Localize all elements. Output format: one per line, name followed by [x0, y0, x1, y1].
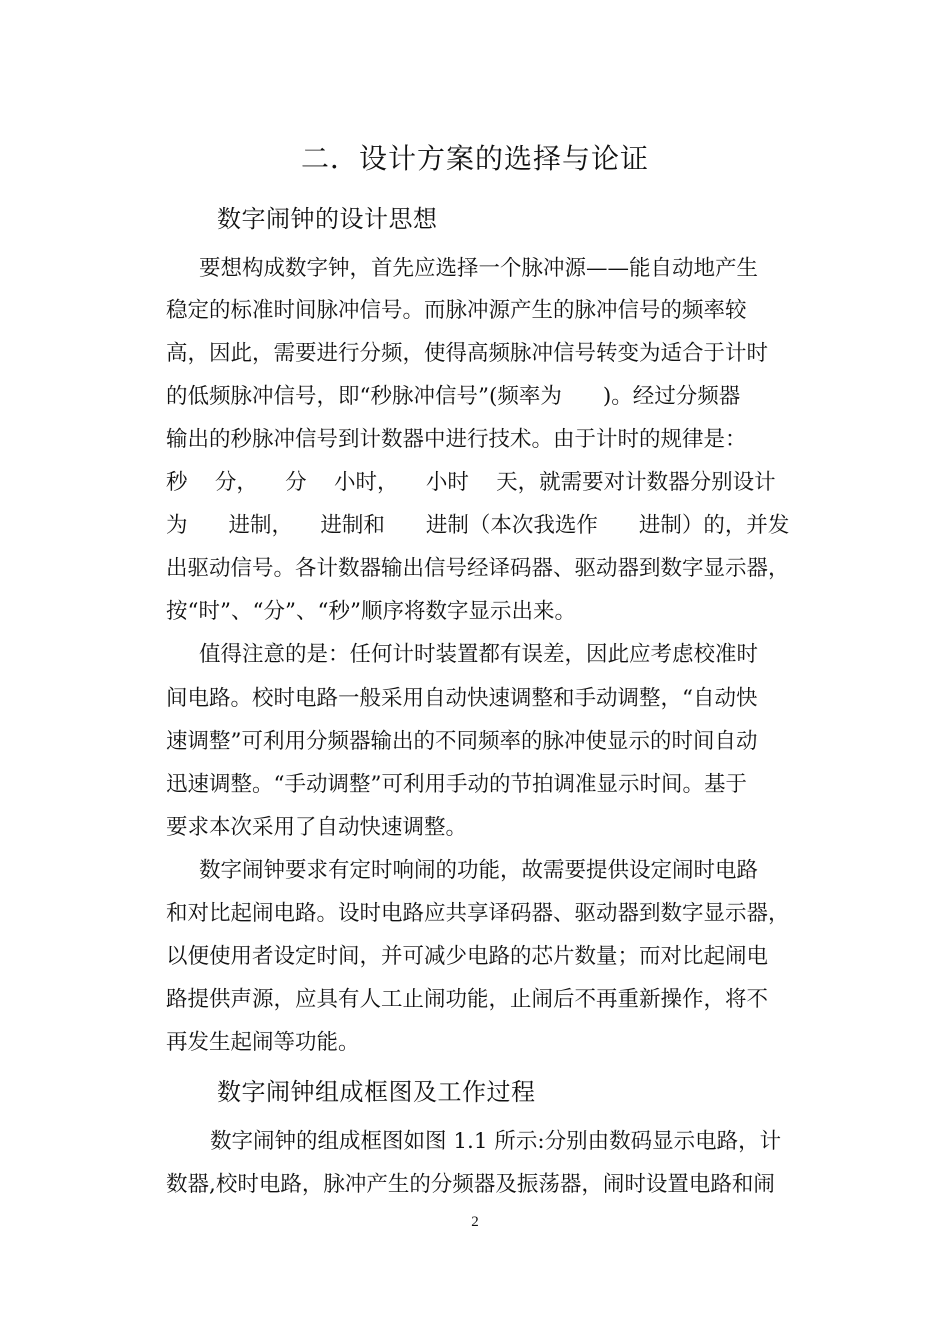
text-line: 稳定的标准时间脉冲信号。而脉冲源产生的脉冲信号的频率较: [166, 298, 747, 323]
text-line: 路提供声源，应具有人工止闹功能，止闹后不再重新操作，将不: [166, 987, 769, 1012]
text-line: 间电路。校时电路一般采用自动快速调整和手动调整，“自动快: [166, 686, 758, 711]
text-line: 秒 分， 分 小时， 小时 天，就需要对计数器分别设计: [166, 470, 776, 495]
text-line: 值得注意的是：任何计时装置都有误差，因此应考虑校准时: [199, 642, 759, 667]
text-line: 数字闹钟要求有定时响闹的功能，故需要提供设定闹时电路: [199, 858, 759, 883]
text-line: 要求本次采用了自动快速调整。: [166, 815, 468, 840]
text-line: 和对比起闹电路。设时电路应共享译码器、驱动器到数字显示器，: [166, 901, 790, 926]
text-line: 高，因此，需要进行分频，使得高频脉冲信号转变为适合于计时: [166, 341, 769, 366]
text-line: 为 进制， 进制和 进制（本次我选作 进制）的，并发: [166, 513, 790, 538]
text-line: 数字闹钟的组成框图如图 1.1 所示:分别由数码显示电路，计: [210, 1129, 782, 1154]
text-line: 按“时”、“分”、“秒”顺序将数字显示出来。: [166, 599, 576, 624]
text-line: 迅速调整。“手动调整”可利用手动的节拍调准显示时间。基于: [166, 772, 747, 797]
text-line: 速调整”可利用分频器输出的不同频率的脉冲使显示的时间自动: [166, 729, 758, 754]
text-line: 输出的秒脉冲信号到计数器中进行技术。由于计时的规律是：: [166, 427, 747, 452]
chapter-title: 二．设计方案的选择与论证: [300, 142, 649, 175]
text-line: 以便使用者设定时间，并可减少电路的芯片数量；而对比起闹电: [166, 944, 769, 969]
text-line: 要想构成数字钟，首先应选择一个脉冲源——能自动地产生: [199, 256, 759, 281]
text-line: 再发生起闹等功能。: [166, 1030, 360, 1055]
section-heading-design-idea: 数字闹钟的设计思想: [217, 205, 438, 233]
text-line: 数器,校时电路，脉冲产生的分频器及振荡器，闹时设置电路和闹: [166, 1172, 775, 1197]
section-heading-block-diagram: 数字闹钟组成框图及工作过程: [217, 1078, 536, 1106]
page-number: 2: [471, 1214, 479, 1230]
text-line: 出驱动信号。各计数器输出信号经译码器、驱动器到数字显示器，: [166, 556, 790, 581]
text-line: 的低频脉冲信号，即“秒脉冲信号”(频率为 )。经过分频器: [166, 384, 741, 409]
